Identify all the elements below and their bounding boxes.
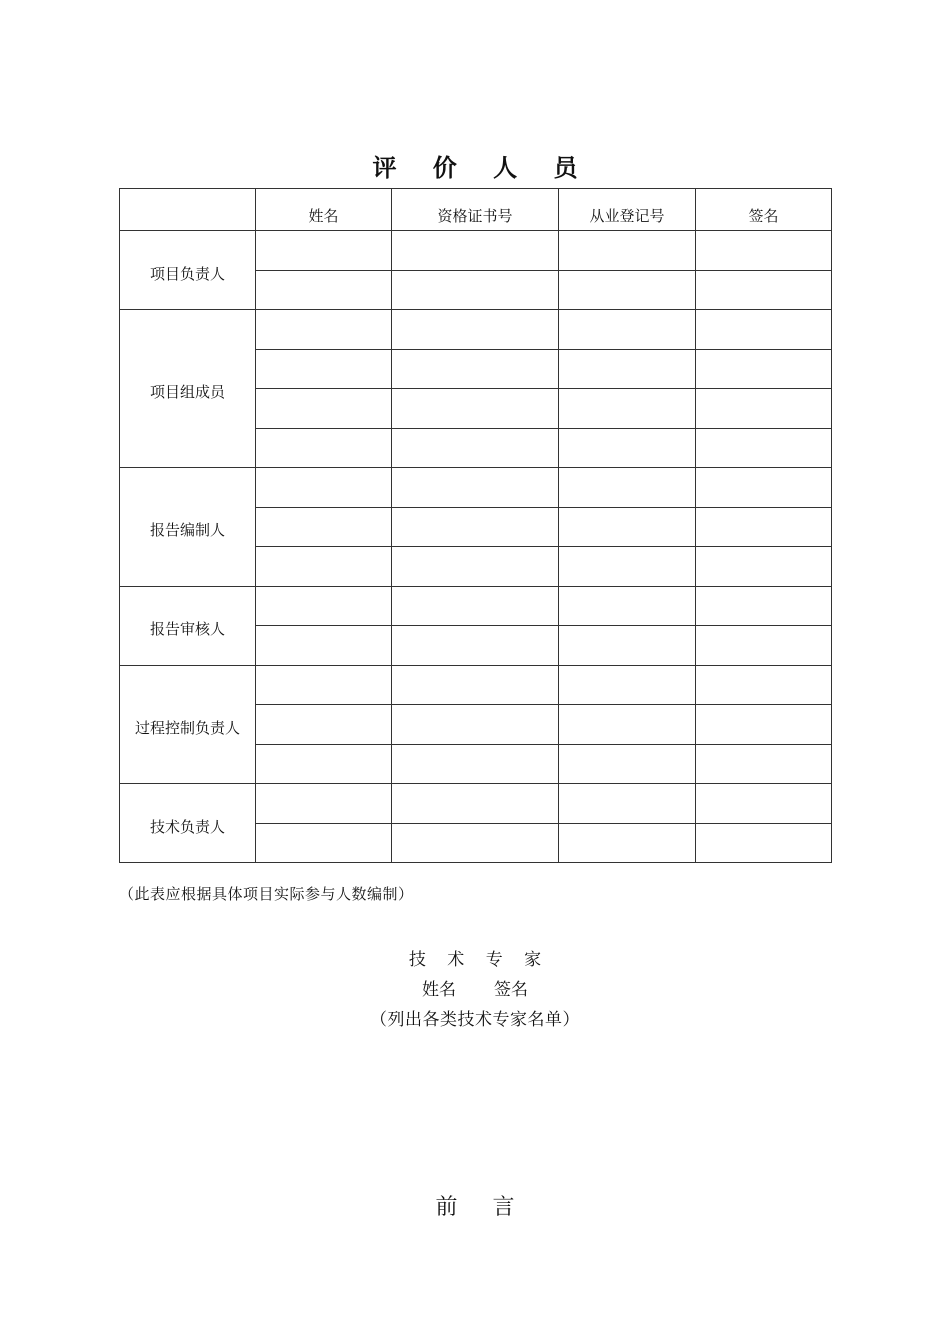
registration-cell[interactable] bbox=[559, 665, 696, 705]
signature-cell[interactable] bbox=[696, 270, 832, 310]
table-body bbox=[120, 231, 832, 863]
registration-cell[interactable] bbox=[559, 705, 696, 745]
certificate-cell[interactable] bbox=[392, 744, 559, 784]
certificate-cell[interactable] bbox=[392, 626, 559, 666]
experts-signature-label: 签名 bbox=[494, 980, 528, 1000]
certificate-cell[interactable] bbox=[392, 784, 559, 824]
table-header-row bbox=[120, 189, 832, 231]
table-row bbox=[120, 586, 832, 626]
certificate-cell[interactable] bbox=[392, 389, 559, 429]
certificate-cell[interactable] bbox=[392, 310, 559, 350]
signature-cell[interactable] bbox=[696, 389, 832, 429]
registration-cell[interactable] bbox=[559, 784, 696, 824]
registration-cell[interactable] bbox=[559, 626, 696, 666]
experts-fields bbox=[0, 975, 950, 1000]
registration-cell[interactable] bbox=[559, 270, 696, 310]
registration-cell[interactable] bbox=[559, 744, 696, 784]
certificate-cell[interactable] bbox=[392, 507, 559, 547]
name-cell[interactable] bbox=[256, 823, 392, 863]
header-name: 姓名 bbox=[256, 189, 392, 231]
certificate-cell[interactable] bbox=[392, 823, 559, 863]
signature-cell[interactable] bbox=[696, 665, 832, 705]
registration-cell[interactable] bbox=[559, 586, 696, 626]
name-cell[interactable] bbox=[256, 349, 392, 389]
experts-note: （列出各类技术专家名单） bbox=[370, 1010, 580, 1030]
header-signature: 签名 bbox=[696, 189, 832, 231]
signature-cell[interactable] bbox=[696, 744, 832, 784]
name-cell[interactable] bbox=[256, 507, 392, 547]
certificate-cell[interactable] bbox=[392, 665, 559, 705]
name-cell[interactable] bbox=[256, 626, 392, 666]
header-corner bbox=[120, 189, 256, 231]
table-row bbox=[120, 784, 832, 824]
registration-cell[interactable] bbox=[559, 231, 696, 271]
page-title: 评 价 人 员 bbox=[372, 153, 592, 182]
header-certificate-number: 资格证书号 bbox=[392, 189, 559, 231]
signature-cell[interactable] bbox=[696, 349, 832, 389]
signature-cell[interactable] bbox=[696, 547, 832, 587]
signature-cell[interactable] bbox=[696, 626, 832, 666]
name-cell[interactable] bbox=[256, 665, 392, 705]
role-cell: 过程控制负责人 bbox=[120, 665, 256, 784]
signature-cell[interactable] bbox=[696, 428, 832, 468]
certificate-cell[interactable] bbox=[392, 231, 559, 271]
certificate-cell[interactable] bbox=[392, 705, 559, 745]
name-cell[interactable] bbox=[256, 310, 392, 350]
registration-cell[interactable] bbox=[559, 823, 696, 863]
signature-cell[interactable] bbox=[696, 507, 832, 547]
signature-cell[interactable] bbox=[696, 784, 832, 824]
name-cell[interactable] bbox=[256, 231, 392, 271]
name-cell[interactable] bbox=[256, 468, 392, 508]
role-cell: 技术负责人 bbox=[120, 784, 256, 863]
name-cell[interactable] bbox=[256, 389, 392, 429]
name-cell[interactable] bbox=[256, 784, 392, 824]
certificate-cell[interactable] bbox=[392, 270, 559, 310]
signature-cell[interactable] bbox=[696, 310, 832, 350]
registration-cell[interactable] bbox=[559, 468, 696, 508]
name-cell[interactable] bbox=[256, 428, 392, 468]
table-row bbox=[120, 468, 832, 508]
registration-cell[interactable] bbox=[559, 349, 696, 389]
registration-cell[interactable] bbox=[559, 507, 696, 547]
signature-cell[interactable] bbox=[696, 586, 832, 626]
table-row bbox=[120, 665, 832, 705]
experts-heading: 技 术 专 家 bbox=[408, 950, 550, 970]
registration-cell[interactable] bbox=[559, 428, 696, 468]
certificate-cell[interactable] bbox=[392, 586, 559, 626]
signature-cell[interactable] bbox=[696, 468, 832, 508]
name-cell[interactable] bbox=[256, 586, 392, 626]
table-note: （此表应根据具体项目实际参与人数编制） bbox=[119, 885, 414, 903]
evaluation-staff-table bbox=[119, 188, 832, 863]
role-cell: 项目组成员 bbox=[120, 310, 256, 468]
signature-cell[interactable] bbox=[696, 231, 832, 271]
preface-title: 前 言 bbox=[435, 1195, 529, 1220]
registration-cell[interactable] bbox=[559, 310, 696, 350]
certificate-cell[interactable] bbox=[392, 547, 559, 587]
table-row bbox=[120, 310, 832, 350]
role-cell: 报告审核人 bbox=[120, 586, 256, 665]
certificate-cell[interactable] bbox=[392, 349, 559, 389]
role-cell: 项目负责人 bbox=[120, 231, 256, 310]
registration-cell[interactable] bbox=[559, 547, 696, 587]
certificate-cell[interactable] bbox=[392, 468, 559, 508]
name-cell[interactable] bbox=[256, 547, 392, 587]
signature-cell[interactable] bbox=[696, 705, 832, 745]
header-registration-number: 从业登记号 bbox=[559, 189, 696, 231]
name-cell[interactable] bbox=[256, 744, 392, 784]
registration-cell[interactable] bbox=[559, 389, 696, 429]
table-row bbox=[120, 231, 832, 271]
name-cell[interactable] bbox=[256, 270, 392, 310]
signature-cell[interactable] bbox=[696, 823, 832, 863]
experts-name-label: 姓名 bbox=[422, 980, 456, 1000]
role-cell: 报告编制人 bbox=[120, 468, 256, 587]
name-cell[interactable] bbox=[256, 705, 392, 745]
certificate-cell[interactable] bbox=[392, 428, 559, 468]
